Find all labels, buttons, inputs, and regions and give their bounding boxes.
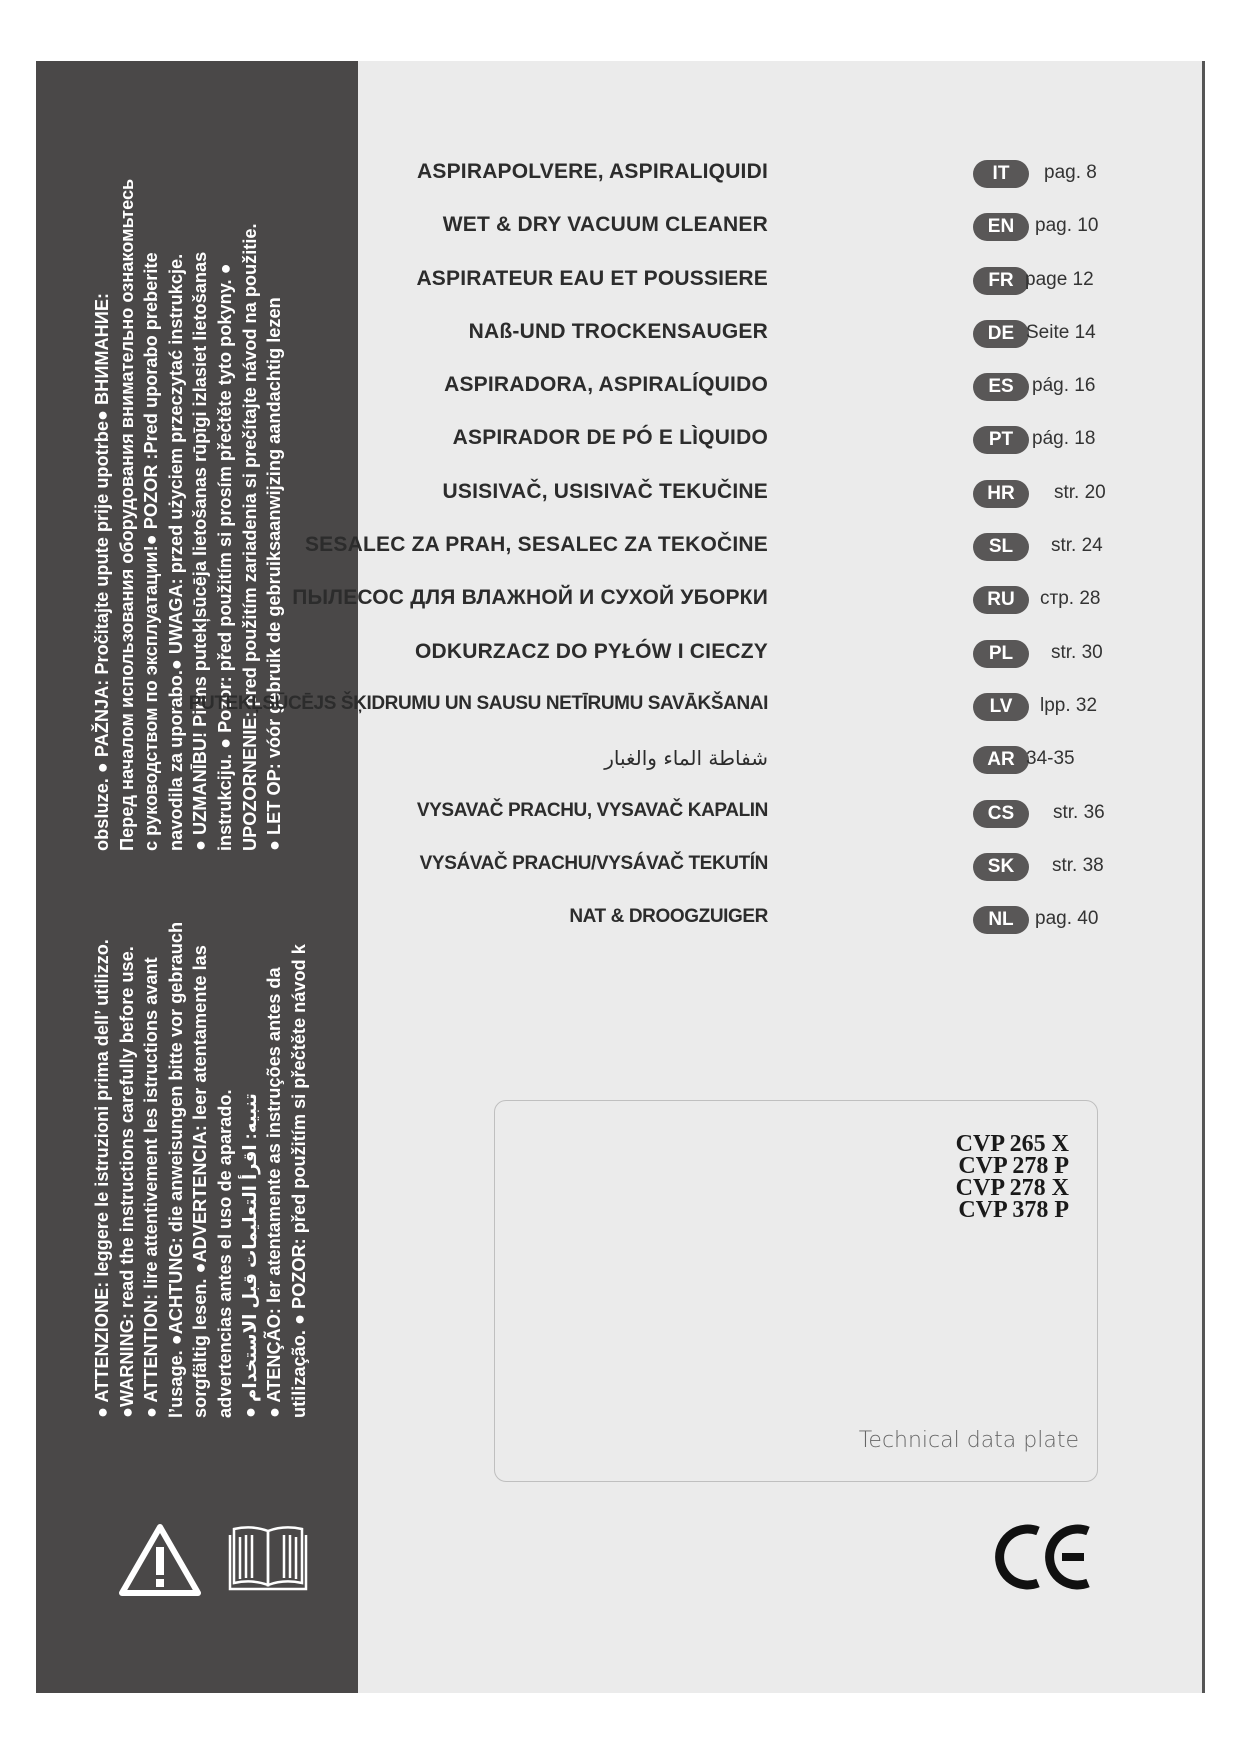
language-badge: DE — [973, 320, 1029, 348]
toc-page: str. 38 — [1052, 855, 1104, 876]
toc-entry-lv[interactable] — [188, 687, 1200, 727]
language-badge: RU — [973, 586, 1029, 614]
toc-page: page 12 — [1025, 269, 1094, 290]
toc-page: pág. 16 — [1032, 375, 1096, 396]
warning-line: utilização. ● POZOR: před použitím si přečtěte návod k — [288, 944, 309, 1418]
toc-entry-ru[interactable] — [292, 580, 1200, 620]
toc-entry-nl[interactable] — [400, 900, 1200, 940]
model-list — [956, 1133, 1069, 1221]
warning-line: ●WARNING: read the instructions carefully before use. — [116, 946, 137, 1418]
toc-title: SESALEC ZA PRAH, SESALEC ZA TEKOČINE — [304, 533, 768, 556]
toc-page: str. 30 — [1051, 642, 1103, 663]
warning-icon — [118, 1523, 202, 1597]
toc-title: ASPIRADOR DE PÓ E LÌQUIDO — [452, 426, 768, 449]
language-badge: CS — [973, 800, 1029, 828]
toc-page: lpp. 32 — [1040, 695, 1098, 716]
toc-title: ПЫЛЕСОС ДЛЯ ВЛАЖНОЙ И СУХОЙ УБОРКИ — [292, 586, 768, 609]
model-number: CVP 265 X — [955, 1131, 1069, 1157]
toc-page: Seite 14 — [1026, 322, 1096, 343]
language-badge: IT — [973, 160, 1029, 188]
warning-line: Перед началом использования оборудования внимательно ознакомьтесь — [116, 178, 137, 851]
toc-title: USISIVAČ, USISIVAČ TEKUČINE — [442, 480, 768, 503]
language-badge: SL — [973, 533, 1029, 561]
model-number: CVP 278 X — [955, 1175, 1069, 1201]
toc-page: pag. 8 — [1044, 162, 1097, 183]
toc-entry-pt[interactable] — [400, 420, 1200, 460]
warning-line: sorgfältig lesen. ●ADVERTENCIA: leer atentamente las — [190, 945, 211, 1418]
toc-title: ASPIRATEUR EAU ET POUSSIERE — [416, 267, 768, 290]
toc-entry-pl[interactable] — [400, 634, 1200, 674]
warning-line: UPOZORNENIE: pred použitím zariadenia si prečítajte návod na použitie. — [239, 223, 260, 851]
warning-line: ● LET OP: vóór gebruik de gebruiksaanwijzing aandachtig lezen — [264, 297, 285, 851]
warning-line: advertencias antes el uso de aparado. — [214, 1089, 235, 1418]
language-badge: PT — [973, 426, 1029, 454]
language-badge: EN — [973, 213, 1029, 241]
ce-mark-icon — [994, 1521, 1094, 1593]
toc-title: PUTEKĻSŪCĒJS ŠĶIDRUMU UN SAUSU NETĪRUMU SAVĀKŠANAI — [188, 693, 768, 714]
warning-line: ● ATENÇÃO: ler atentamente as instruções antes da — [264, 967, 285, 1418]
model-number: CVP 278 P — [958, 1153, 1069, 1179]
toc-title: ODKURZACZ DO PYŁÓW I CIECZY — [414, 640, 768, 663]
warning-line: ● ATTENZIONE: leggere le istruzioni prima dell’ utilizzo. — [92, 939, 112, 1418]
toc-title: NAß-UND TROCKENSAUGER — [468, 320, 768, 343]
plate-label: Technical data plate — [858, 1428, 1079, 1453]
language-badge: ES — [973, 373, 1029, 401]
toc-entry-cs[interactable] — [400, 794, 1200, 834]
language-badge: AR — [973, 746, 1029, 774]
toc-title: ASPIRADORA, ASPIRALÍQUIDO — [444, 373, 768, 396]
toc-page: 34-35 — [1026, 748, 1075, 769]
warning-line: obsluze. ● PAŽNJA: Pročitajte upute prije upotrbe● ВНИМАНИЕ: — [92, 292, 112, 851]
warning-line: navodila za uporabo.● UWAGA: przed użyciem przeczytać instrukcje. — [165, 253, 186, 851]
language-badge: NL — [973, 906, 1029, 934]
warning-line: ● ATTENTION: lire attentivement les istructions avant — [141, 957, 162, 1418]
toc-entry-it[interactable] — [400, 154, 1200, 194]
language-badge: LV — [973, 693, 1029, 721]
model-number: CVP 378 P — [958, 1197, 1069, 1223]
toc-title: NAT & DROOGZUIGER — [569, 906, 768, 927]
language-badge: SK — [973, 853, 1029, 881]
warning-line: ● UZMANĪBU! Pirms putekļsūcēja lietošanas rūpīgi izlasiet lietošanas — [190, 251, 211, 851]
warning-line: l’usage. ●ACHTUNG: die anweisungen bitte vor gebrauch — [165, 921, 186, 1418]
warning-text-bottom — [90, 922, 311, 1418]
toc-entry-ar[interactable] — [400, 740, 1200, 780]
toc-page: pag. 40 — [1035, 908, 1099, 929]
toc-title: VYSAVAČ PRACHU, VYSAVAČ KAPALIN — [416, 800, 768, 821]
manual-icon — [224, 1523, 312, 1595]
toc-title: شفاطة الماء والغبار — [604, 746, 768, 770]
toc-title: VYSÁVAČ PRACHU/VYSÁVAČ TEKUTÍN — [419, 853, 768, 874]
warning-line: instrukciju. ● Pozor: před použitím si prosím přečtěte tyto pokyny. ● — [214, 263, 235, 851]
toc-entry-hr[interactable] — [400, 474, 1200, 514]
warning-line: ● تنبيه: اقرأ التعليمات قبل الاستخدام — [239, 1093, 260, 1418]
toc-page: стр. 28 — [1040, 588, 1101, 609]
language-badge: HR — [973, 480, 1029, 508]
warning-line: с руководством по эксплуатации!● POZOR :Pred uporabo preberite — [141, 252, 162, 851]
warning-text-top — [90, 179, 287, 851]
toc-title: ASPIRAPOLVERE, ASPIRALIQUIDI — [417, 160, 768, 183]
technical-data-plate — [494, 1100, 1098, 1482]
toc-entry-en[interactable] — [400, 207, 1200, 247]
toc-entry-fr[interactable] — [400, 261, 1200, 301]
toc-page: pag. 10 — [1035, 215, 1099, 236]
toc-entry-sk[interactable] — [400, 847, 1200, 887]
language-badge: FR — [973, 267, 1029, 295]
toc-title: WET & DRY VACUUM CLEANER — [442, 213, 768, 236]
toc-page: pág. 18 — [1032, 428, 1096, 449]
toc-page: str. 20 — [1054, 482, 1106, 503]
toc-entry-es[interactable] — [400, 367, 1200, 407]
toc-page: str. 36 — [1053, 802, 1105, 823]
toc-page: str. 24 — [1051, 535, 1103, 556]
language-badge: PL — [973, 640, 1029, 668]
toc-entry-de[interactable] — [400, 314, 1200, 354]
toc-entry-sl[interactable] — [304, 527, 1200, 567]
